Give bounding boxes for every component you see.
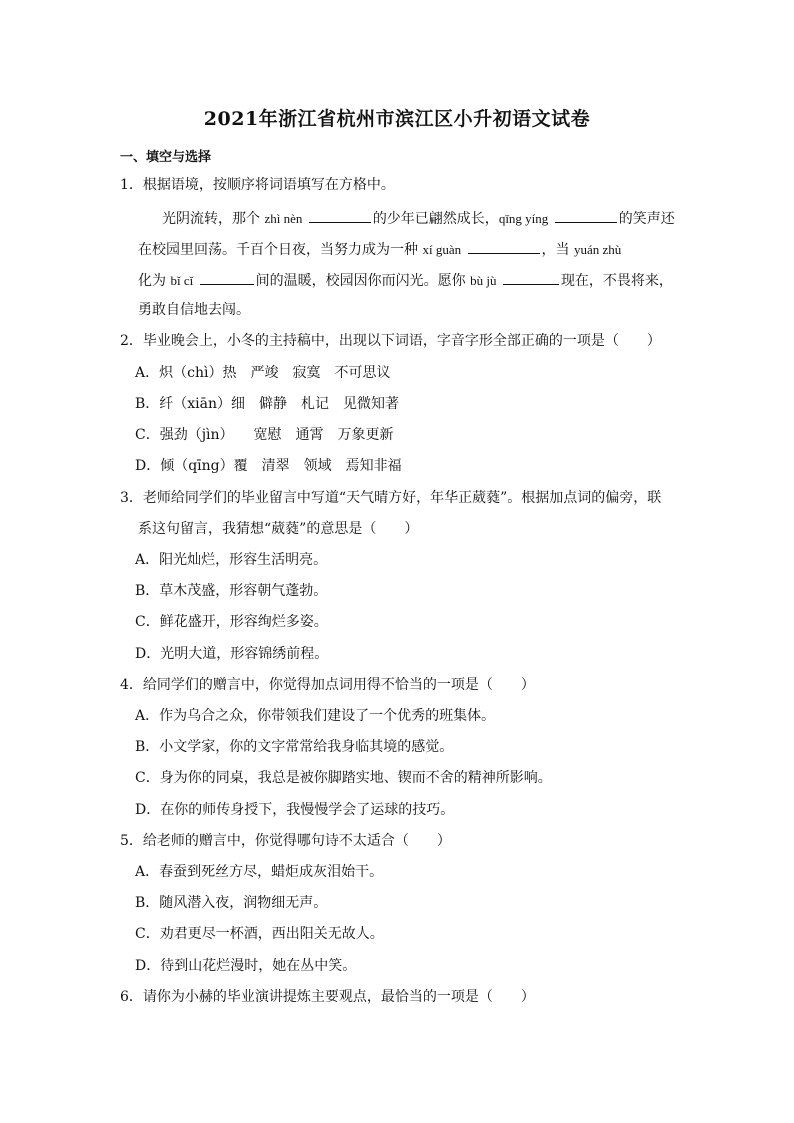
q3-stem-line-1: 3．老师给同学们的毕业留言中写道“天气晴方好，年华正葳蕤”。根据加点词的偏旁，联 [120, 490, 662, 506]
q4-option-b[interactable]: B．小文学家，你的文字常常给我身临其境的感觉。 [135, 739, 454, 755]
pinyin-prompt: zhì nèn [264, 211, 303, 226]
option-text: 寂寞 [292, 365, 321, 381]
option-text: 札记 [301, 396, 330, 412]
q4-stem: 4．给同学们的赠言中，你觉得加点词用得不恰当的一项是（ ） [120, 677, 535, 693]
q2-option-d[interactable] [135, 457, 402, 475]
q1-text: 化为 [138, 273, 166, 289]
answer-blank[interactable] [200, 270, 254, 285]
answer-blank[interactable] [309, 208, 371, 223]
q5-option-c[interactable]: C．劝君更尽一杯酒，西出阳关无故人。 [135, 926, 384, 942]
option-text: 领域 [303, 458, 332, 474]
option-text: 清翠 [261, 458, 290, 474]
option-text: B．纤（xiān）细 [135, 396, 246, 412]
q5-stem: 5．给老师的赠言中，你觉得哪句诗不太适合（ ） [120, 833, 451, 849]
answer-blank[interactable] [555, 208, 617, 223]
pinyin-prompt: bù jù [470, 273, 497, 288]
q2-option-a[interactable] [135, 364, 390, 382]
q1-passage-line-2 [138, 239, 621, 259]
page-title: 2021年浙江省杭州市滨江区小升初语文试卷 [203, 108, 591, 130]
q1-text: 间的温暖，校园因你而闪光。愿你 [255, 273, 466, 289]
option-text: D．倾（qīng）覆 [135, 458, 248, 474]
option-text: 万象更新 [337, 427, 394, 443]
option-text: 见微知著 [343, 396, 400, 412]
q5-option-d[interactable]: D．待到山花烂漫时，她在丛中笑。 [135, 958, 357, 974]
option-text: 宽慰 [253, 427, 282, 443]
q1-passage-line-3 [138, 270, 673, 290]
q5-option-a[interactable]: A．春蚕到死丝方尽，蜡炬成灰泪始干。 [135, 864, 384, 880]
q4-option-c[interactable]: C．身为你的同桌，我总是被你脚踏实地、锲而不舍的精神所影响。 [135, 770, 552, 786]
option-text: C．强劲（jìn） [135, 427, 234, 443]
q3-option-a[interactable]: A．阳光灿烂，形容生活明亮。 [135, 552, 328, 568]
q1-text: ，当 [541, 242, 570, 258]
q1-text: 的少年已翩然成长， [372, 211, 499, 227]
q2-option-c[interactable] [135, 426, 394, 444]
pinyin-prompt: yuán zhù [574, 242, 622, 257]
q3-option-c[interactable]: C．鲜花盛开，形容绚烂多姿。 [135, 614, 328, 630]
pinyin-prompt: bǐ cǐ [170, 273, 194, 288]
answer-blank[interactable] [468, 239, 540, 254]
q1-text: 在校园里回荡。千百个日夜，当努力成为一种 [138, 242, 418, 258]
pinyin-prompt: qīng yíng [498, 211, 549, 226]
q3-option-b[interactable]: B．草木茂盛，形容朝气蓬勃。 [135, 583, 328, 599]
option-text: 通霄 [295, 427, 324, 443]
q3-stem-line-2: 系这句留言，我猜想“葳蕤”的意思是（ ） [138, 521, 419, 537]
q1-text: 的笑声还 [618, 211, 675, 227]
q3-option-d[interactable]: D．光明大道，形容锦绣前程。 [135, 646, 329, 662]
q6-stem: 6．请你为小赫的毕业演讲提炼主要观点，最恰当的一项是（ ） [120, 989, 535, 1005]
q1-stem: 1．根据语境，按顺序将词语填写在方格中。 [120, 177, 395, 193]
option-text: A．炽（chì）热 [135, 365, 237, 381]
q4-option-a[interactable]: A．作为乌合之众，你带领我们建设了一个优秀的班集体。 [135, 708, 496, 724]
pinyin-prompt: xí guàn [422, 242, 462, 257]
section-heading: 一、填空与选择 [120, 150, 212, 165]
q1-passage-line-1 [162, 208, 675, 228]
q1-passage-line-4: 勇敢自信地去闯。 [138, 302, 250, 318]
q2-stem: 2．毕业晚会上，小冬的主持稿中，出现以下词语，字音字形全部正确的一项是（ ） [120, 333, 661, 349]
q5-option-b[interactable]: B．随风潜入夜，润物细无声。 [135, 895, 328, 911]
option-text: 焉知非福 [345, 458, 402, 474]
q4-option-d[interactable]: D．在你的师传身授下，我慢慢学会了运球的技巧。 [135, 802, 455, 818]
q2-option-b[interactable] [135, 395, 399, 413]
option-text: 严竣 [250, 365, 279, 381]
q1-text: 现在，不畏将来， [560, 273, 673, 289]
q1-text: 光阴流转，那个 [162, 211, 260, 227]
answer-blank[interactable] [503, 270, 559, 285]
option-text: 不可思议 [334, 365, 391, 381]
option-text: 僻静 [259, 396, 288, 412]
